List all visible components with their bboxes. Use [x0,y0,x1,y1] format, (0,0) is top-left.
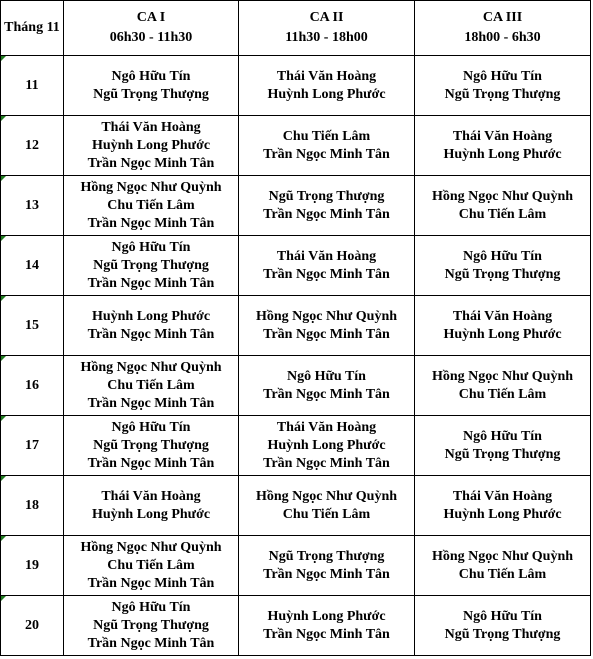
shift-cell[interactable] [415,596,591,656]
staff-name: Chu Tiến Lâm [107,197,195,213]
cell-marker-icon [1,116,6,121]
shift-cell[interactable] [64,176,239,236]
day-cell[interactable] [1,56,64,116]
shift-cell[interactable] [239,476,415,536]
staff-name: Huỳnh Long Phước [91,308,211,324]
day-number: 20 [25,617,39,633]
shift-cell[interactable] [64,296,239,356]
staff-name: Ngũ Trọng Thượng [268,188,385,204]
staff-name: Thái Văn Hoàng [276,419,377,435]
staff-name: Hồng Ngọc Như Quỳnh [80,179,222,195]
day-cell[interactable] [1,416,64,476]
staff-name: Chu Tiến Lâm [458,206,547,222]
day-cell[interactable] [1,116,64,176]
staff-name: Thái Văn Hoàng [452,488,553,504]
shift-time: 06h30 - 11h30 [109,30,193,45]
shift-cell[interactable] [64,416,239,476]
staff-name: Ngũ Trọng Thượng [93,617,209,633]
cell-marker-icon [1,476,6,481]
staff-name: Hồng Ngọc Như Quỳnh [431,368,574,384]
staff-name: Trần Ngọc Minh Tân [263,626,390,642]
staff-name: Trần Ngọc Minh Tân [87,635,215,651]
staff-name: Ngô Hữu Tín [463,248,542,264]
shift-name: CA III [482,10,523,25]
day-cell[interactable] [1,476,64,536]
staff-name: Trần Ngọc Minh Tân [87,455,215,471]
staff-name: Ngô Hữu Tín [111,68,191,84]
day-number: 19 [25,557,39,573]
cell-marker-icon [1,296,6,301]
staff-name: Trần Ngọc Minh Tân [87,155,215,171]
staff-name: Chu Tiến Lâm [282,128,371,144]
staff-name: Chu Tiến Lâm [458,386,547,402]
table-row [1,56,591,116]
shift-cell[interactable] [239,596,415,656]
staff-name: Thái Văn Hoàng [101,488,201,504]
shift-cell[interactable] [415,536,591,596]
staff-name: Ngô Hữu Tín [463,68,542,84]
staff-name: Ngũ Trọng Thượng [93,86,209,102]
day-cell[interactable] [1,296,64,356]
table-row [1,236,591,296]
staff-name: Ngũ Trọng Thượng [444,446,561,462]
cell-marker-icon [1,596,6,601]
staff-name: Huỳnh Long Phước [443,326,562,342]
staff-name: Ngũ Trọng Thượng [93,257,209,273]
shift-cell[interactable] [239,416,415,476]
staff-name: Hồng Ngọc Như Quỳnh [80,539,222,555]
staff-name: Huỳnh Long Phước [267,437,386,453]
staff-name: Hồng Ngọc Như Quỳnh [80,359,222,375]
staff-name: Trần Ngọc Minh Tân [263,326,390,342]
shift-header-cell[interactable] [415,1,591,56]
shift-time: 18h00 - 6h30 [464,30,541,45]
staff-name: Trần Ngọc Minh Tân [263,386,390,402]
month-label: Tháng 11 [4,20,60,35]
shift-time: 11h30 - 18h00 [285,30,368,45]
staff-name: Thái Văn Hoàng [276,248,377,264]
staff-name: Hồng Ngọc Như Quỳnh [255,308,398,324]
day-number: 17 [25,437,39,453]
day-number: 12 [25,137,39,153]
day-cell[interactable] [1,596,64,656]
staff-name: Ngô Hữu Tín [111,419,191,435]
day-number: 13 [25,197,39,213]
shift-cell[interactable] [239,176,415,236]
staff-name: Trần Ngọc Minh Tân [263,206,390,222]
staff-name: Trần Ngọc Minh Tân [87,395,215,411]
shift-cell[interactable] [415,416,591,476]
shift-cell[interactable] [64,476,239,536]
day-number: 16 [25,377,39,393]
shift-cell[interactable] [415,476,591,536]
staff-name: Ngũ Trọng Thượng [444,626,561,642]
cell-marker-icon [1,536,6,541]
day-number: 18 [25,497,39,513]
staff-name: Chu Tiến Lâm [458,566,547,582]
staff-name: Ngô Hữu Tín [111,599,191,615]
staff-name: Huỳnh Long Phước [267,608,386,624]
day-cell[interactable] [1,236,64,296]
shift-cell[interactable] [239,236,415,296]
staff-name: Chu Tiến Lâm [107,377,195,393]
staff-name: Chu Tiến Lâm [107,557,195,573]
staff-name: Hồng Ngọc Như Quỳnh [431,548,574,564]
table-row [1,476,591,536]
staff-name: Huỳnh Long Phước [91,137,211,153]
staff-name: Thái Văn Hoàng [452,128,553,144]
table-row [1,416,591,476]
staff-name: Huỳnh Long Phước [91,506,211,522]
table-row [1,356,591,416]
shift-cell[interactable] [239,296,415,356]
staff-name: Huỳnh Long Phước [443,506,562,522]
table-row [1,596,591,656]
shift-cell[interactable] [64,116,239,176]
table-row [1,296,591,356]
staff-name: Ngũ Trọng Thượng [444,266,561,282]
staff-name: Ngô Hữu Tín [111,239,191,255]
table-row [1,116,591,176]
shift-cell[interactable] [239,56,415,116]
shift-cell[interactable] [239,356,415,416]
table-row [1,536,591,596]
shift-header-cell[interactable] [64,1,239,56]
staff-name: Trần Ngọc Minh Tân [263,146,390,162]
shift-cell[interactable] [64,236,239,296]
day-cell[interactable] [1,356,64,416]
cell-marker-icon [1,356,6,361]
staff-name: Ngô Hữu Tín [287,368,366,384]
schedule-body [1,56,591,656]
staff-name: Ngũ Trọng Thượng [93,437,209,453]
shift-name: CA I [136,10,166,25]
staff-name: Trần Ngọc Minh Tân [87,275,215,291]
day-number: 15 [25,317,39,333]
day-number: 14 [25,257,39,273]
staff-name: Thái Văn Hoàng [452,308,553,324]
shift-cell[interactable] [415,116,591,176]
staff-name: Thái Văn Hoàng [276,68,377,84]
staff-name: Huỳnh Long Phước [267,86,386,102]
header-row [1,1,591,56]
shift-cell[interactable] [239,116,415,176]
staff-name: Ngũ Trọng Thượng [444,86,561,102]
day-number: 11 [25,77,39,93]
day-cell[interactable] [1,176,64,236]
shift-cell[interactable] [239,536,415,596]
staff-name: Hồng Ngọc Như Quỳnh [255,488,398,504]
staff-name: Chu Tiến Lâm [282,506,371,522]
staff-name: Hồng Ngọc Như Quỳnh [431,188,574,204]
shift-cell[interactable] [64,356,239,416]
staff-name: Trần Ngọc Minh Tân [87,215,215,231]
shift-cell[interactable] [415,356,591,416]
cell-marker-icon [1,416,6,421]
table-row [1,176,591,236]
staff-name: Trần Ngọc Minh Tân [263,266,390,282]
staff-name: Ngô Hữu Tín [463,608,542,624]
cell-marker-icon [1,236,6,241]
staff-name: Trần Ngọc Minh Tân [87,575,215,591]
staff-name: Trần Ngọc Minh Tân [87,326,215,342]
staff-name: Trần Ngọc Minh Tân [263,455,390,471]
cell-marker-icon [1,56,6,61]
shift-cell[interactable] [64,536,239,596]
staff-name: Thái Văn Hoàng [101,119,201,135]
shift-cell[interactable] [415,296,591,356]
month-header-cell[interactable] [1,1,64,56]
shift-cell[interactable] [64,56,239,116]
shift-name: CA II [309,10,344,25]
shift-header-cell[interactable] [239,1,415,56]
staff-name: Trần Ngọc Minh Tân [263,566,390,582]
staff-name: Ngũ Trọng Thượng [268,548,385,564]
staff-name: Huỳnh Long Phước [443,146,562,162]
shift-cell[interactable] [415,176,591,236]
shift-cell[interactable] [64,596,239,656]
shift-cell[interactable] [415,236,591,296]
staff-name: Ngô Hữu Tín [463,428,542,444]
cell-marker-icon [1,176,6,181]
day-cell[interactable] [1,536,64,596]
shift-cell[interactable] [415,56,591,116]
